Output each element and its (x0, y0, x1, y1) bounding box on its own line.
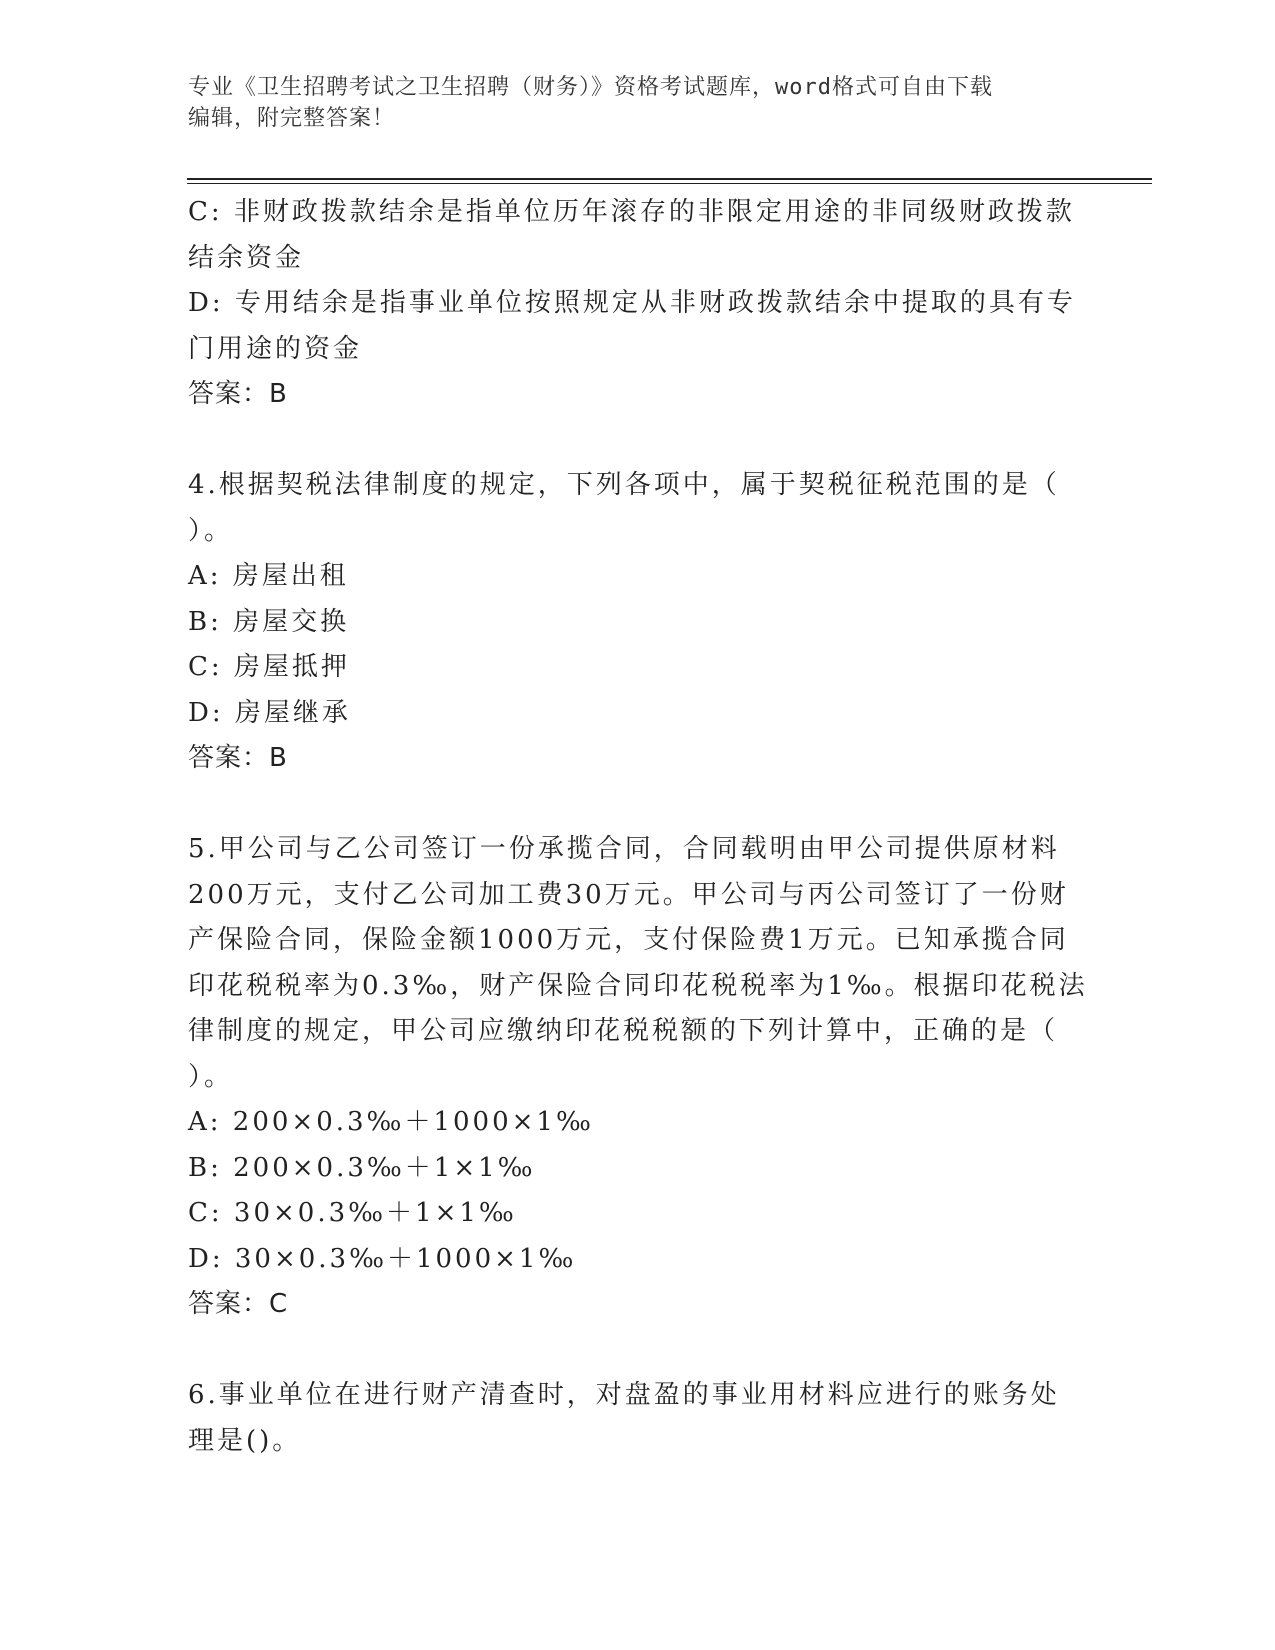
document-body (188, 190, 1088, 1464)
q4-options (188, 554, 1088, 736)
q4-option-c: C: 房屋抵押 (188, 652, 350, 682)
q3-option-c-line-2: 结余资金 (188, 242, 305, 273)
header-divider-thick (187, 178, 1152, 180)
q5-option-a: A: 200×0.3‰＋1000×1‰ (188, 1107, 594, 1137)
question-6 (188, 1373, 1088, 1464)
spacer (188, 782, 1088, 828)
q4-stem-line-1: 4.根据契税法律制度的规定，下列各项中，属于契税征税范围的是（ (188, 470, 1060, 500)
q5-stem-line-1: 5.甲公司与乙公司签订一份承揽合同，合同载明由甲公司提供原材料 (188, 834, 1060, 864)
header-divider-thin (187, 183, 1152, 184)
question-4 (188, 463, 1088, 782)
spacer (188, 1328, 1088, 1374)
q6-stem-line-2: 理是()。 (188, 1425, 302, 1456)
question-3-continued (188, 190, 1088, 418)
q5-answer: 答案：C (188, 1289, 289, 1319)
q5-option-b: B: 200×0.3‰＋1×1‰ (188, 1152, 536, 1183)
header-line-2: 编辑，附完整答案！ (188, 106, 396, 131)
q5-stem-line-3: 产保险合同，保险金额1000万元，支付保险费1万元。已知承揽合同 (188, 925, 1069, 955)
spacer (188, 418, 1088, 464)
q3-option-d-line-2: 门用途的资金 (188, 333, 363, 364)
q5-stem-line-6: ）。 (188, 1061, 234, 1092)
q5-option-c: C: 30×0.3‰＋1×1‰ (188, 1198, 517, 1228)
q4-answer: 答案：B (188, 743, 288, 773)
q5-stem-line-5: 律制度的规定，甲公司应缴纳印花税税额的下列计算中，正确的是（ (188, 1016, 1059, 1046)
header-line-1: 专业《卫生招聘考试之卫生招聘（财务）》资格考试题库，word格式可自由下载 (188, 75, 993, 100)
q4-option-d: D: 房屋继承 (188, 697, 351, 728)
q3-option-d-line-1: D: 专用结余是指事业单位按照规定从非财政拨款结余中提取的具有专 (188, 288, 1076, 318)
q3-answer: 答案：B (188, 379, 288, 409)
document-header (188, 72, 1068, 134)
q4-stem-line-2: ）。 (188, 515, 234, 546)
q3-option-c-line-1: C: 非财政拨款结余是指单位历年滚存的非限定用途的非同级财政拨款 (188, 197, 1075, 227)
q4-option-b: B: 房屋交换 (188, 606, 350, 637)
q5-stem-line-2: 200万元，支付乙公司加工费30万元。甲公司与丙公司签订了一份财 (188, 879, 1069, 910)
q6-stem-line-1: 6.事业单位在进行财产清查时，对盘盈的事业用材料应进行的账务处 (188, 1380, 1060, 1410)
q5-option-d: D: 30×0.3‰＋1000×1‰ (188, 1243, 577, 1274)
q4-option-a: A: 房屋出租 (188, 561, 349, 591)
q5-stem-line-4: 印花税税率为0.3‰，财产保险合同印花税税率为1‰。根据印花税法 (188, 970, 1088, 1001)
q5-options (188, 1100, 1088, 1282)
question-5 (188, 827, 1088, 1328)
